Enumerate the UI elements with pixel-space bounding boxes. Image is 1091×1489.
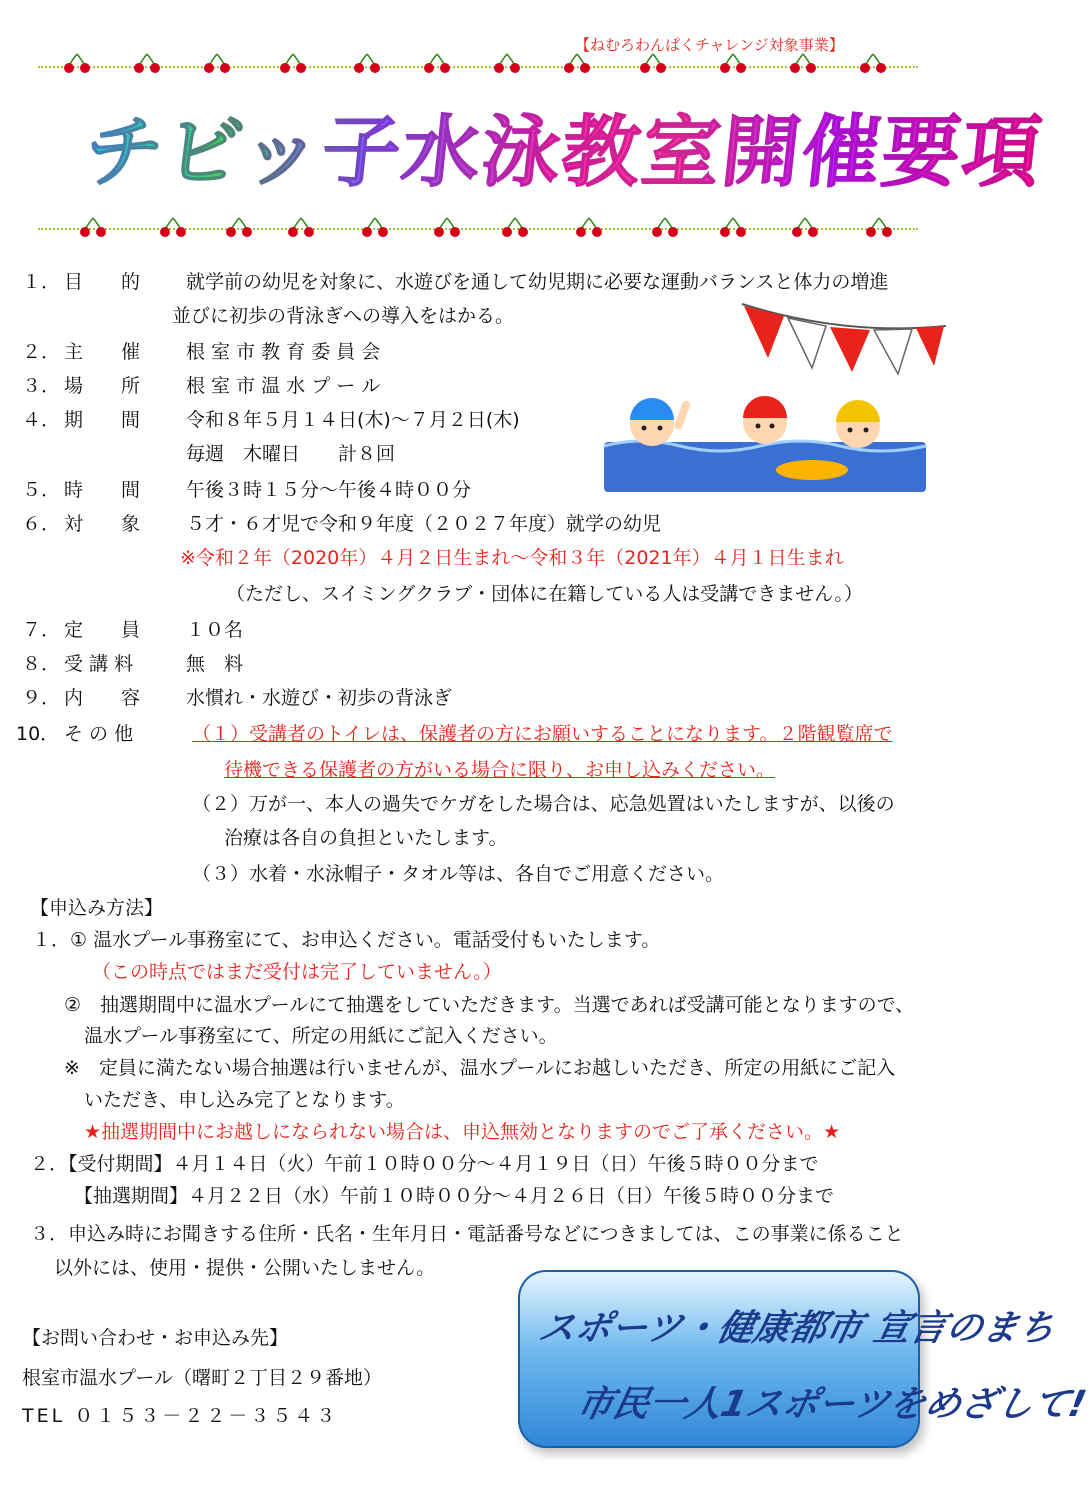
item-value-line: 根 室 市 教 育 委 員 会 bbox=[186, 341, 381, 363]
item-number: ９． bbox=[22, 687, 61, 709]
cherry-icon bbox=[358, 216, 392, 238]
apply-line-10: ３．申込み時にお聞きする住所・氏名・生年月日・電話番号などにつきましては、この事業に係ること bbox=[30, 1223, 904, 1245]
cherry-icon bbox=[200, 52, 234, 74]
cherry-icon bbox=[716, 52, 750, 74]
cherry-icon bbox=[716, 216, 750, 238]
cherry-icon bbox=[76, 216, 110, 238]
item-value-line: 待機できる保護者の方がいる場合に限り、お申し込みください。 bbox=[224, 759, 776, 781]
item-label: 期 間 bbox=[64, 409, 141, 431]
item-label: そ の 他 bbox=[64, 723, 134, 745]
cherry-icon bbox=[60, 52, 94, 74]
item-number: ７． bbox=[22, 619, 61, 641]
item-number: 10． bbox=[16, 723, 60, 745]
item-label: 受 講 料 bbox=[64, 653, 134, 675]
item-value-line: 並びに初歩の背泳ぎへの導入をはかる。 bbox=[172, 305, 515, 327]
item-number: ５． bbox=[22, 479, 61, 501]
item-value-line: 無 料 bbox=[186, 653, 244, 675]
item-number: ４． bbox=[22, 409, 61, 431]
contact-tel: TEL ０１５３－２２－３５４３ bbox=[22, 1405, 339, 1427]
item-number: ８． bbox=[22, 653, 61, 675]
cherry-icon bbox=[420, 52, 454, 74]
apply-heading: 【申込み方法】 bbox=[30, 897, 164, 919]
cherry-icon bbox=[156, 216, 190, 238]
cherry-icon bbox=[490, 52, 524, 74]
apply-line-4: 温水プール事務室にて、所定の用紙にご記入ください。 bbox=[84, 1025, 558, 1047]
item-number: １． bbox=[22, 271, 61, 293]
apply-line-6: いただき、申し込み完了となります。 bbox=[84, 1089, 405, 1111]
cherry-icon bbox=[572, 216, 606, 238]
cherry-icon bbox=[284, 216, 318, 238]
apply-line-3: ② 抽選期間中に温水プールにて抽選をしていただきます。当選であれば受講可能となりますので、 bbox=[64, 994, 915, 1016]
cherry-icon bbox=[856, 52, 890, 74]
item-number: ２． bbox=[22, 341, 61, 363]
apply-line-9: 【抽選期間】４月２２日（水）午前１０時００分～４月２６日（日）午後５時００分まで bbox=[74, 1185, 835, 1207]
program-tag: 【ねむろわんぱくチャレンジ対象事業】 bbox=[575, 36, 844, 54]
cherry-icon bbox=[862, 216, 896, 238]
cherry-icon bbox=[350, 52, 384, 74]
item-value-line: （２）万が一、本人の過失でケガをした場合は、応急処置はいたしますが、以後の bbox=[192, 793, 895, 815]
page-title: チビッ子水泳教室開催要項 bbox=[80, 90, 1049, 202]
cherry-icon bbox=[222, 216, 256, 238]
apply-line-11: 以外には、使用・提供・公開いたしません。 bbox=[54, 1257, 436, 1279]
slogan-line-2: 市民一人1スポーツをめざして! bbox=[573, 1384, 1090, 1425]
swimming-kids-icon bbox=[600, 396, 930, 496]
cherry-icon bbox=[636, 52, 670, 74]
item-label: 定 員 bbox=[64, 619, 141, 641]
item-value-line: （ただし、スイミングクラブ・団体に在籍している人は受講できません。） bbox=[226, 583, 863, 605]
apply-line-5: ※ 定員に満たない場合抽選は行いませんが、温水プールにお越しいただき、所定の用紙にご記入 bbox=[64, 1057, 896, 1079]
item-value-line: 水慣れ・水遊び・初歩の背泳ぎ bbox=[186, 687, 453, 709]
item-label: 場 所 bbox=[64, 375, 141, 397]
cherry-icon bbox=[498, 216, 532, 238]
cherry-icon bbox=[648, 216, 682, 238]
apply-line-1: １．① 温水プール事務室にて、お申込ください。電話受付もいたします。 bbox=[32, 929, 661, 951]
item-value-line: 就学前の幼児を対象に、水遊びを通して幼児期に必要な運動バランスと体力の増進 bbox=[186, 271, 889, 293]
slogan-banner bbox=[518, 1270, 1090, 1448]
contact-heading: 【お問い合わせ・お申込み先】 bbox=[22, 1327, 289, 1349]
cherry-icon bbox=[430, 216, 464, 238]
slogan-line-1: スポーツ・健康都市 宣言のまち bbox=[535, 1308, 1059, 1349]
cherry-icon bbox=[560, 52, 594, 74]
apply-line-2-note: （この時点ではまだ受付は完了していません。） bbox=[92, 961, 502, 983]
item-number: ６． bbox=[22, 513, 61, 535]
item-value-line: 令和８年５月１４日(木)～７月２日(木) bbox=[186, 409, 520, 431]
item-value-line: ５才・６才児で令和９年度（２０２７年度）就学の幼児 bbox=[186, 513, 662, 535]
cherry-icon bbox=[130, 52, 164, 74]
item-number: ３． bbox=[22, 375, 61, 397]
item-label: 内 容 bbox=[64, 687, 141, 709]
cherry-icon bbox=[788, 216, 822, 238]
contact-place: 根室市温水プール（曙町２丁目２９番地） bbox=[22, 1367, 383, 1389]
cherry-icon bbox=[786, 52, 820, 74]
item-value-line: （１）受講者のトイレは、保護者の方にお願いすることになります。２階観覧席で bbox=[192, 723, 893, 745]
item-value-line: １０名 bbox=[186, 619, 244, 641]
item-label: 主 催 bbox=[64, 341, 141, 363]
item-value-line: 根 室 市 温 水 プ ー ル bbox=[186, 375, 381, 397]
item-label: 目 的 bbox=[64, 271, 141, 293]
item-value-line: ※令和２年（2020年）４月２日生まれ～令和３年（2021年）４月１日生まれ bbox=[180, 547, 844, 569]
item-value-line: 毎週 木曜日 計８回 bbox=[186, 443, 396, 465]
apply-line-7-warning: ★抽選期間中にお越しになられない場合は、申込無効となりますのでご了承ください。★ bbox=[84, 1121, 841, 1143]
bunting-flags-icon bbox=[738, 296, 950, 386]
item-label: 対 象 bbox=[64, 513, 141, 535]
cherry-icon bbox=[276, 52, 310, 74]
item-value-line: 午後３時１５分～午後４時００分 bbox=[186, 479, 472, 501]
item-label: 時 間 bbox=[64, 479, 141, 501]
item-value-line: （３）水着・水泳帽子・タオル等は、各自でご用意ください。 bbox=[192, 863, 725, 885]
item-value-line: 治療は各自の負担といたします。 bbox=[224, 827, 508, 849]
apply-line-8: ２．【受付期間】４月１４日（火）午前１０時００分～４月１９日（日）午後５時００分まで bbox=[30, 1153, 819, 1175]
